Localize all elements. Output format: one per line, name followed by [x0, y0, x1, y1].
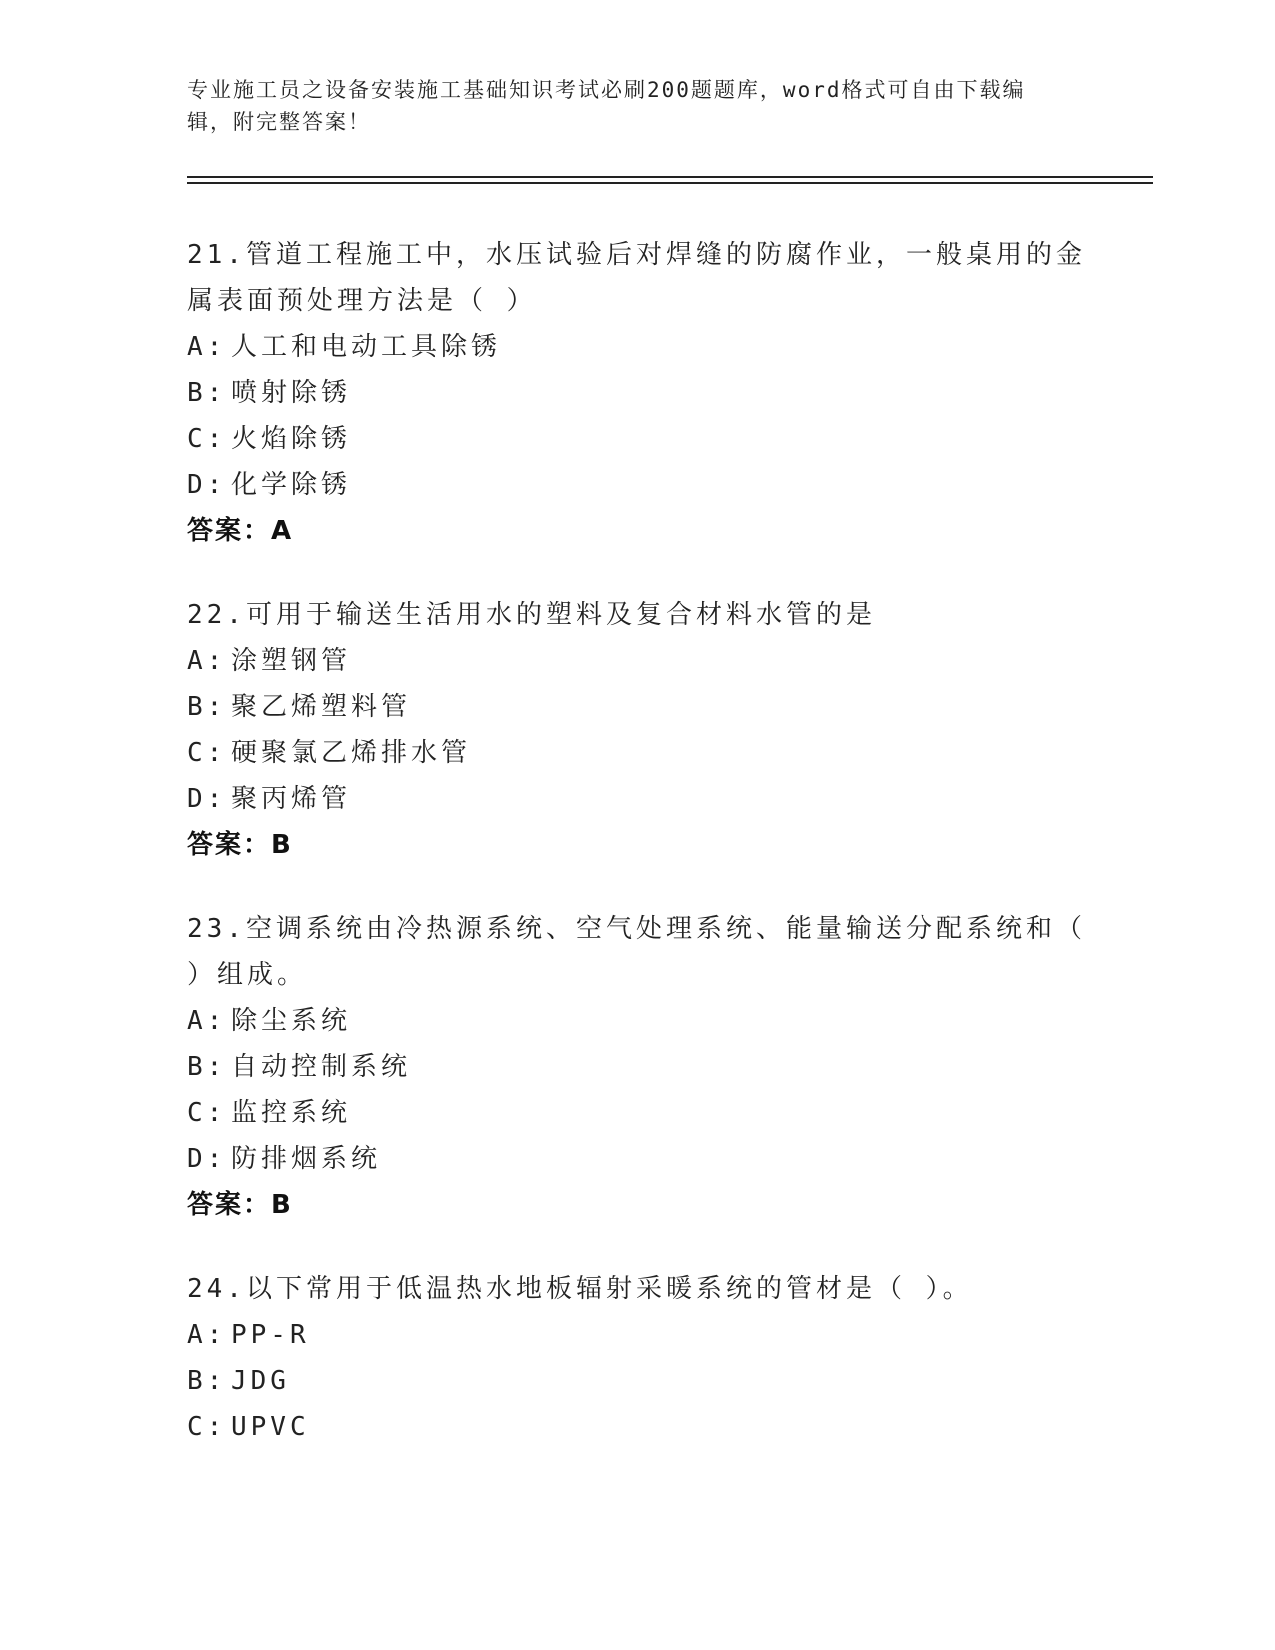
- option-text: 涂塑钢管: [231, 646, 352, 676]
- option-c: [187, 1090, 1087, 1136]
- option-letter: C:: [187, 1412, 227, 1442]
- option-d: [187, 1136, 1087, 1182]
- option-b: [187, 1044, 1087, 1090]
- header-divider-top: [187, 176, 1153, 178]
- option-text: 聚丙烯管: [231, 784, 352, 814]
- option-a: [187, 638, 1087, 684]
- option-letter: C:: [187, 1098, 227, 1128]
- question-24: [187, 1266, 1087, 1450]
- option-letter: B:: [187, 1052, 227, 1082]
- option-text: PP-R: [231, 1320, 310, 1350]
- option-b: [187, 684, 1087, 730]
- option-b: [187, 370, 1087, 416]
- answer-line: 答案：A: [187, 516, 294, 546]
- option-letter: D:: [187, 784, 227, 814]
- answer-line: 答案：B: [187, 830, 293, 860]
- option-text: UPVC: [231, 1412, 310, 1442]
- option-letter: B:: [187, 1366, 227, 1396]
- option-text: 聚乙烯塑料管: [231, 692, 412, 722]
- option-letter: B:: [187, 692, 227, 722]
- question-22: [187, 592, 1087, 868]
- option-d: [187, 776, 1087, 822]
- question-text: 23.空调系统由冷热源系统、空气处理系统、能量输送分配系统和（ ）组成。: [187, 914, 1086, 990]
- option-text: 人工和电动工具除锈: [231, 332, 502, 362]
- option-letter: C:: [187, 424, 227, 454]
- answer-line: 答案：B: [187, 1190, 293, 1220]
- option-c: [187, 730, 1087, 776]
- option-a: [187, 998, 1087, 1044]
- option-text: 硬聚氯乙烯排水管: [231, 738, 472, 768]
- option-c: [187, 1404, 1087, 1450]
- option-text: 监控系统: [231, 1098, 352, 1128]
- option-text: 化学除锈: [231, 470, 352, 500]
- question-list: [187, 232, 1087, 1488]
- document-header: 专业施工员之设备安装施工基础知识考试必刷200题题库，word格式可自由下载编辑，附完整答案！: [187, 78, 1026, 134]
- question-text: 24.以下常用于低温热水地板辐射采暖系统的管材是（ ）。: [187, 1274, 973, 1304]
- option-letter: A:: [187, 332, 227, 362]
- option-letter: D:: [187, 470, 227, 500]
- option-text: 防排烟系统: [231, 1144, 382, 1174]
- question-23: [187, 906, 1087, 1228]
- option-c: [187, 416, 1087, 462]
- option-a: [187, 324, 1087, 370]
- option-letter: C:: [187, 738, 227, 768]
- question-text: 22.可用于输送生活用水的塑料及复合材料水管的是: [187, 600, 876, 630]
- option-text: JDG: [231, 1366, 290, 1396]
- question-21: [187, 232, 1087, 554]
- question-text: 21.管道工程施工中，水压试验后对焊缝的防腐作业，一般桌用的金属表面预处理方法是（ ）: [187, 240, 1086, 316]
- option-letter: D:: [187, 1144, 227, 1174]
- option-text: 除尘系统: [231, 1006, 352, 1036]
- option-a: [187, 1312, 1087, 1358]
- option-d: [187, 462, 1087, 508]
- option-letter: A:: [187, 1320, 227, 1350]
- option-letter: A:: [187, 1006, 227, 1036]
- option-text: 火焰除锈: [231, 424, 352, 454]
- header-divider-bottom: [187, 182, 1153, 184]
- option-text: 自动控制系统: [231, 1052, 412, 1082]
- option-letter: B:: [187, 378, 227, 408]
- option-b: [187, 1358, 1087, 1404]
- option-letter: A:: [187, 646, 227, 676]
- option-text: 喷射除锈: [231, 378, 352, 408]
